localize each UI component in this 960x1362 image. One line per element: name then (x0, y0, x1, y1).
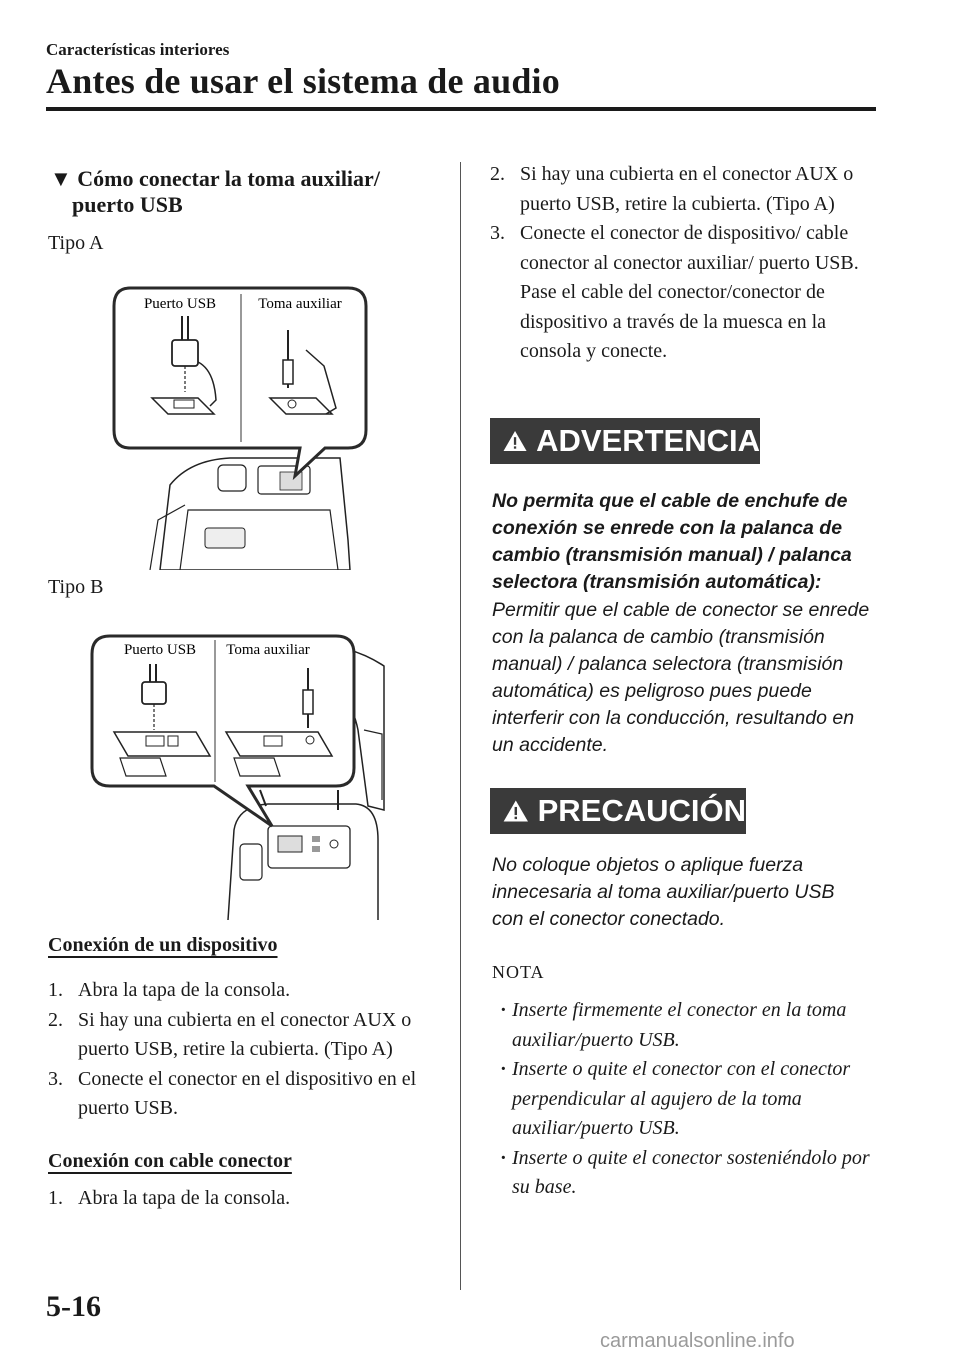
note-list (494, 996, 884, 1203)
warning-text: Permitir que el cable de conector se enrede con la palanca de cambio (transmisión manual) / palanca selectora (transmisión automática) es peligroso pues puede interferir con la conducción, resultando en un accidente. (492, 599, 870, 756)
page-title: Antes de usar el sistema de audio (46, 61, 560, 101)
steps-device (48, 976, 428, 1124)
page-number: 5-16 (46, 1290, 101, 1323)
caution-text: No coloque objetos o aplique fuerza innecesaria al toma auxiliar/puerto USB con el conector conectado. (492, 854, 835, 930)
warning-label: ADVERTENCIA (536, 423, 760, 458)
note-heading: NOTA (492, 962, 545, 982)
steps-cable (48, 1184, 428, 1214)
header-rule (46, 107, 876, 111)
tipo-a-label: Tipo A (48, 232, 104, 254)
caution-triangle-icon (502, 796, 530, 826)
warning-triangle-icon (502, 426, 528, 456)
column-divider (460, 162, 461, 1290)
warning-bold-text: No permita que el cable de enchufe de conexión se enrede con la palanca de cambio (transmisión manual) / palanca selectora (transmisión automática): (492, 490, 852, 593)
subheading-device: Conexión de un dispositivo (48, 934, 278, 956)
caution-banner (490, 788, 746, 834)
fig-b-usb-label: Puerto USB (123, 642, 197, 658)
list-item: · Inserte o quite el conector sosteniéndolo por su base. (494, 1144, 884, 1203)
list-item: 1. Abra la tapa de la consola. (48, 979, 291, 1001)
subheading-cable: Conexión con cable conector (48, 1150, 292, 1172)
fig-b-aux-label: Toma auxiliar (226, 642, 310, 658)
list-item: 3. Conecte el conector en el dispositivo en el puerto USB. (48, 1067, 417, 1119)
list-item: · Inserte o quite el conector con el conector perpendicular al agujero de la toma auxiliar/puerto USB. (494, 1055, 884, 1144)
steps-cable-continued (490, 160, 875, 367)
fig-a-usb-label: Puerto USB (143, 296, 217, 312)
list-item: 1. Abra la tapa de la consola. (48, 1187, 291, 1209)
tipo-b-label: Tipo B (48, 576, 104, 598)
topic-heading-line1: ▼ Cómo conectar la toma auxiliar/ (50, 166, 380, 191)
section-label: Características interiores (46, 40, 230, 59)
figure-tipo-a (110, 280, 372, 570)
list-item: 2. Si hay una cubierta en el conector AUX o puerto USB, retire la cubierta. (Tipo A) (48, 1008, 412, 1060)
watermark: carmanualsonline.info (600, 1330, 795, 1352)
list-item: · Inserte firmemente el conector en la toma auxiliar/puerto USB. (494, 996, 884, 1055)
caution-label: PRECAUCIÓN (537, 793, 746, 828)
fig-a-aux-label: Toma auxiliar (258, 296, 342, 312)
topic-heading-line2: puerto USB (72, 192, 183, 217)
warning-banner (490, 418, 760, 464)
list-item: 2. Si hay una cubierta en el conector AUX o puerto USB, retire la cubierta. (Tipo A) (490, 163, 854, 215)
list-item: 3. Conecte el conector de dispositivo/ cable conector al conector auxiliar/ puerto USB. Pase el cable del conector/conector de dispositivo a través de la muesca en la consola y conecte. (490, 222, 859, 362)
figure-tipo-b (88, 630, 390, 920)
